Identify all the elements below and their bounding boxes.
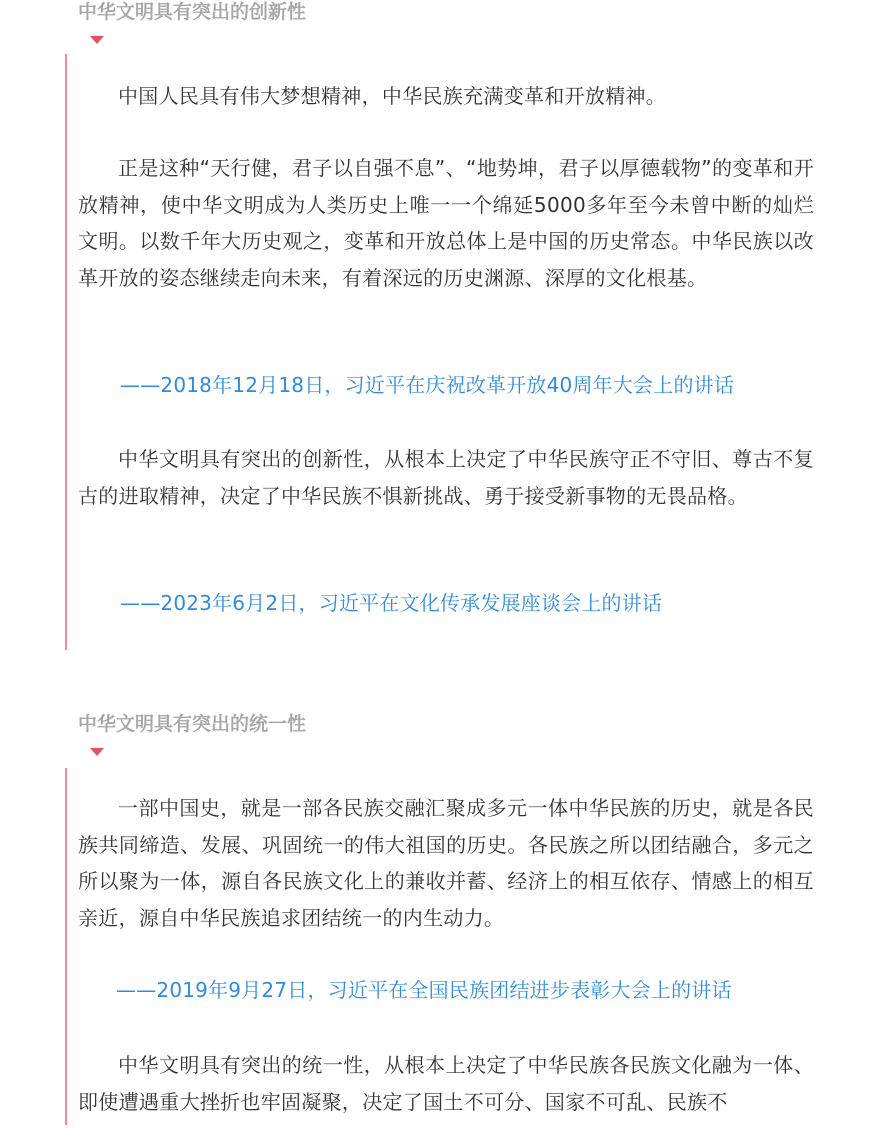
paragraph: 正是这种“天行健，君子以自强不息”、“地势坤，君子以厚德载物”的变革和开放精神，使中华文明成为人类历史上唯一一个绵延5000多年至今未曾中断的灿烂文明。以数千年大历史观之，变革和开放总体上是中国的历史常态。中华民族以改革开放的姿态继续走向未来，有着深远的历史渊源、深厚的文化根基。 <box>78 156 814 290</box>
quote-source: ——2019年9月27日，习近平在全国民族团结进步表彰大会上的讲话 <box>116 978 732 1002</box>
section-title: 中华文明具有突出的统一性 <box>78 713 307 735</box>
quote-source: ——2023年6月2日，习近平在文化传承发展座谈会上的讲话 <box>120 591 663 615</box>
paragraph: 一部中国史，就是一部各民族交融汇聚成多元一体中华民族的历史，就是各民族共同缔造、发展、巩固统一的伟大祖国的历史。各民族之所以团结融合，多元之所以聚为一体，源自各民族文化上的兼收并蓄、经济上的相互依存、情感上的相互亲近，源自中华民族追求团结统一的内生动力。 <box>78 796 814 930</box>
paragraph: 中华文明具有突出的创新性，从根本上决定了中华民族守正不守旧、尊古不复古的进取精神，决定了中华民族不惧新挑战、勇于接受新事物的无畏品格。 <box>78 447 814 508</box>
triangle-down-icon <box>90 748 104 756</box>
vertical-divider <box>65 768 67 1125</box>
paragraph: 中国人民具有伟大梦想精神，中华民族充满变革和开放精神。 <box>118 84 667 108</box>
section-title: 中华文明具有突出的创新性 <box>78 1 307 23</box>
paragraph: 中华文明具有突出的统一性，从根本上决定了中华民族各民族文化融为一体、即使遭遇重大挫折也牢固凝聚，决定了国土不可分、国家不可乱、民族不 <box>78 1053 814 1114</box>
quote-source: ——2018年12月18日，习近平在庆祝改革开放40周年大会上的讲话 <box>120 373 735 397</box>
